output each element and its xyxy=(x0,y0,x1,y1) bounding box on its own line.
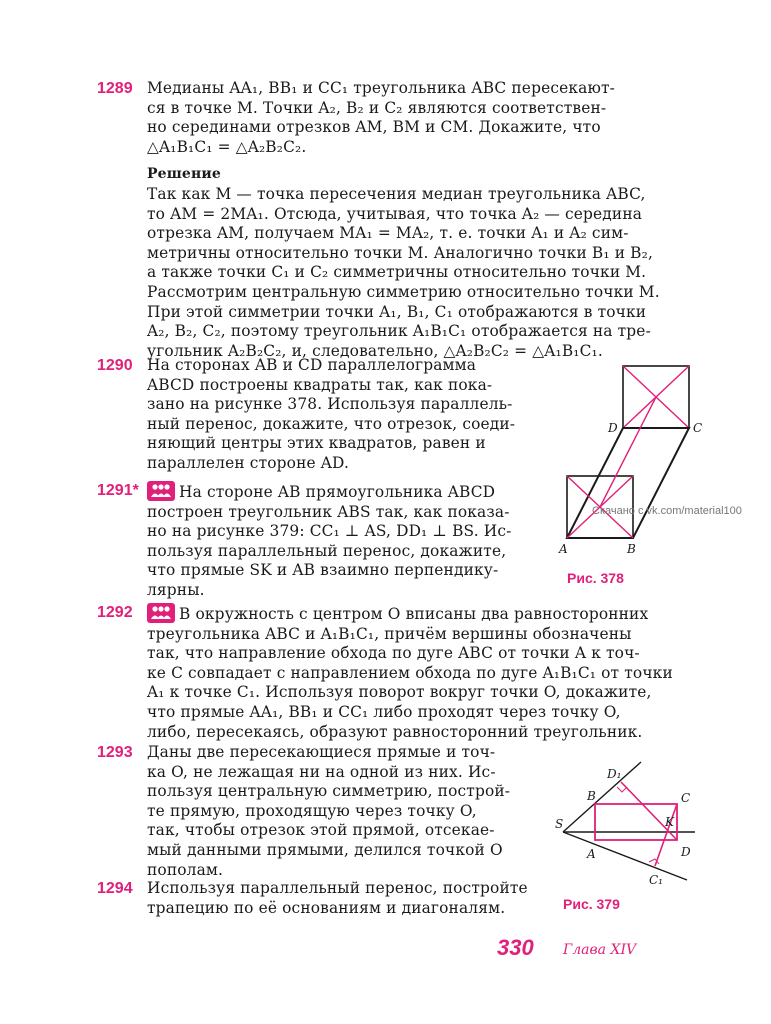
fig379-label-k: K xyxy=(665,815,674,829)
problem-1294 xyxy=(147,879,539,918)
problem-first-line-row xyxy=(147,481,539,503)
problem-number: 1290 xyxy=(97,357,133,374)
problem-number: 1291* xyxy=(97,482,139,499)
problem-line: что прямые AA₁, BB₁ и CC₁ либо проходят через точку O, xyxy=(147,702,621,721)
problem-number: 1292 xyxy=(97,604,133,621)
fig379-label-d1: D₁ xyxy=(607,767,622,781)
figure-378 xyxy=(555,360,705,560)
solution-title: Решение xyxy=(147,166,221,183)
problem-1292 xyxy=(147,603,703,742)
problem-line: Используя параллельный перенос, постройте xyxy=(147,879,528,897)
fig379-label-c1: C₁ xyxy=(649,873,663,887)
problem-line: Даны две пересекающиеся прямые и точ- xyxy=(147,743,496,761)
chapter-label: Глава XIV xyxy=(563,942,637,958)
solution-line: A₂, B₂, C₂, поэтому треугольник A₁B₁C₁ отображается на тре- xyxy=(147,322,651,341)
problem-line: треугольника ABC и A₁B₁C₁, причём вершины обозначены xyxy=(147,624,632,643)
problem-line: няющий центры этих квадратов, равен и xyxy=(147,434,486,453)
solution-line: отрезка AM, получаем MA₁ = MA₂, т. е. точки A₁ и A₂ сим- xyxy=(147,224,629,243)
figure-379 xyxy=(555,760,715,895)
problem-line: На сторонах AB и CD параллелограмма xyxy=(147,356,477,374)
problem-line: мый данными прямыми, делился точкой O xyxy=(147,840,503,859)
problem-line: так, чтобы отрезок этой прямой, отсекае- xyxy=(147,821,495,840)
problem-line: но на рисунке 379: CC₁ ⊥ AS, DD₁ ⊥ BS. Ис- xyxy=(147,522,512,541)
problem-line: пополам. xyxy=(147,860,224,879)
problem-line: ка O, не лежащая ни на одной из них. Ис- xyxy=(147,762,496,781)
problem-number: 1289 xyxy=(97,80,133,97)
problem-line: Медианы AA₁, BB₁ и CC₁ треугольника ABC пересекают- xyxy=(147,79,616,97)
solution-line: угольник A₂B₂C₂, и, следовательно, △A₂B₂C₂ = △A₁B₁C₁. xyxy=(147,341,603,360)
problem-line: так, что направление обхода по дуге ABC от точки A к точ- xyxy=(147,644,640,663)
fig379-label-c: C xyxy=(681,791,691,805)
problem-line: ке C совпадает с направлением обхода по дуге A₁B₁C₁ от точки xyxy=(147,663,673,682)
fig379-cc1 xyxy=(655,804,677,866)
fig378-label-c: C xyxy=(693,421,703,435)
fig379-label-d: D xyxy=(681,845,691,859)
problem-line: △A₁B₁C₁ = △A₂B₂C₂. xyxy=(147,137,307,156)
fig379-line-sb xyxy=(563,762,641,832)
group-icon xyxy=(147,481,175,501)
problem-line: зано на рисунке 378. Используя параллель- xyxy=(147,395,513,414)
problem-1293 xyxy=(147,743,539,880)
problem-1289 xyxy=(147,79,703,361)
fig378-label-d: D xyxy=(608,421,618,435)
problem-line: лярны. xyxy=(147,580,205,599)
problem-line: пользуя параллельный перенос, докажите, xyxy=(147,541,507,560)
problem-line: те прямую, проходящую через точку O, xyxy=(147,801,477,820)
figure-378-caption: Рис. 378 xyxy=(567,570,624,586)
problem-line: построен треугольник ABS так, как показа- xyxy=(147,502,510,521)
fig379-label-a: A xyxy=(587,847,596,861)
problem-line: что прямые SK и AB взаимно перпендику- xyxy=(147,561,499,580)
solution-line: метричны относительно точки M. Аналогично точки B₁ и B₂, xyxy=(147,243,653,262)
problem-line: либо, пересекаясь, образуют равносторонний треугольник. xyxy=(147,722,643,741)
fig378-center-segment xyxy=(600,397,656,507)
problem-line: но серединами отрезков AM, BM и CM. Докажите, что xyxy=(147,118,601,137)
fig379-label-b: B xyxy=(587,789,596,803)
solution-line: Рассмотрим центральную симметрию относительно точки M. xyxy=(147,282,660,301)
problem-line: A₁ к точке C₁. Используя поворот вокруг точки O, докажите, xyxy=(147,683,652,702)
problem-line: На стороне AB прямоугольника ABCD xyxy=(179,483,496,501)
fig379-label-s: S xyxy=(555,817,564,831)
figure-379-caption: Рис. 379 xyxy=(563,896,620,912)
problem-line: параллелен стороне AD. xyxy=(147,453,350,472)
problem-1290 xyxy=(147,356,539,474)
problem-line: В окружность с центром O вписаны два равносторонних xyxy=(179,605,649,623)
problem-number: 1294 xyxy=(97,880,133,897)
problem-line: трапецию по её основаниям и диагоналям. xyxy=(147,898,506,917)
fig378-label-a: A xyxy=(559,542,568,556)
fig378-label-b: B xyxy=(627,542,636,556)
solution-line: При этой симметрии точки A₁, B₁, C₁ отображаются в точки xyxy=(147,302,647,321)
problem-line: ный перенос, докажите, что отрезок, соеди- xyxy=(147,414,516,433)
solution-line: Так как M — точка пересечения медиан треугольника ABC, xyxy=(147,184,646,203)
page-number: 330 xyxy=(497,935,534,960)
problem-number: 1293 xyxy=(97,744,133,761)
problem-1291 xyxy=(147,481,539,601)
fig379-dd1 xyxy=(621,782,677,840)
solution-line: то AM = 2MA₁. Отсюда, учитывая, что точка A₂ — середина xyxy=(147,204,643,223)
solution-line: а также точки C₁ и C₂ симметричны относительно точки M. xyxy=(147,263,647,282)
problem-line: пользуя центральную симметрию, построй- xyxy=(147,782,511,801)
problem-line: ся в точке M. Точки A₂, B₂ и C₂ являются соответствен- xyxy=(147,98,607,117)
problem-line: ABCD построены квадраты так, как пока- xyxy=(147,375,493,394)
watermark: Скачано с vk.com/material100 xyxy=(592,505,742,517)
problem-first-line-row xyxy=(147,603,703,625)
group-icon xyxy=(147,603,175,623)
